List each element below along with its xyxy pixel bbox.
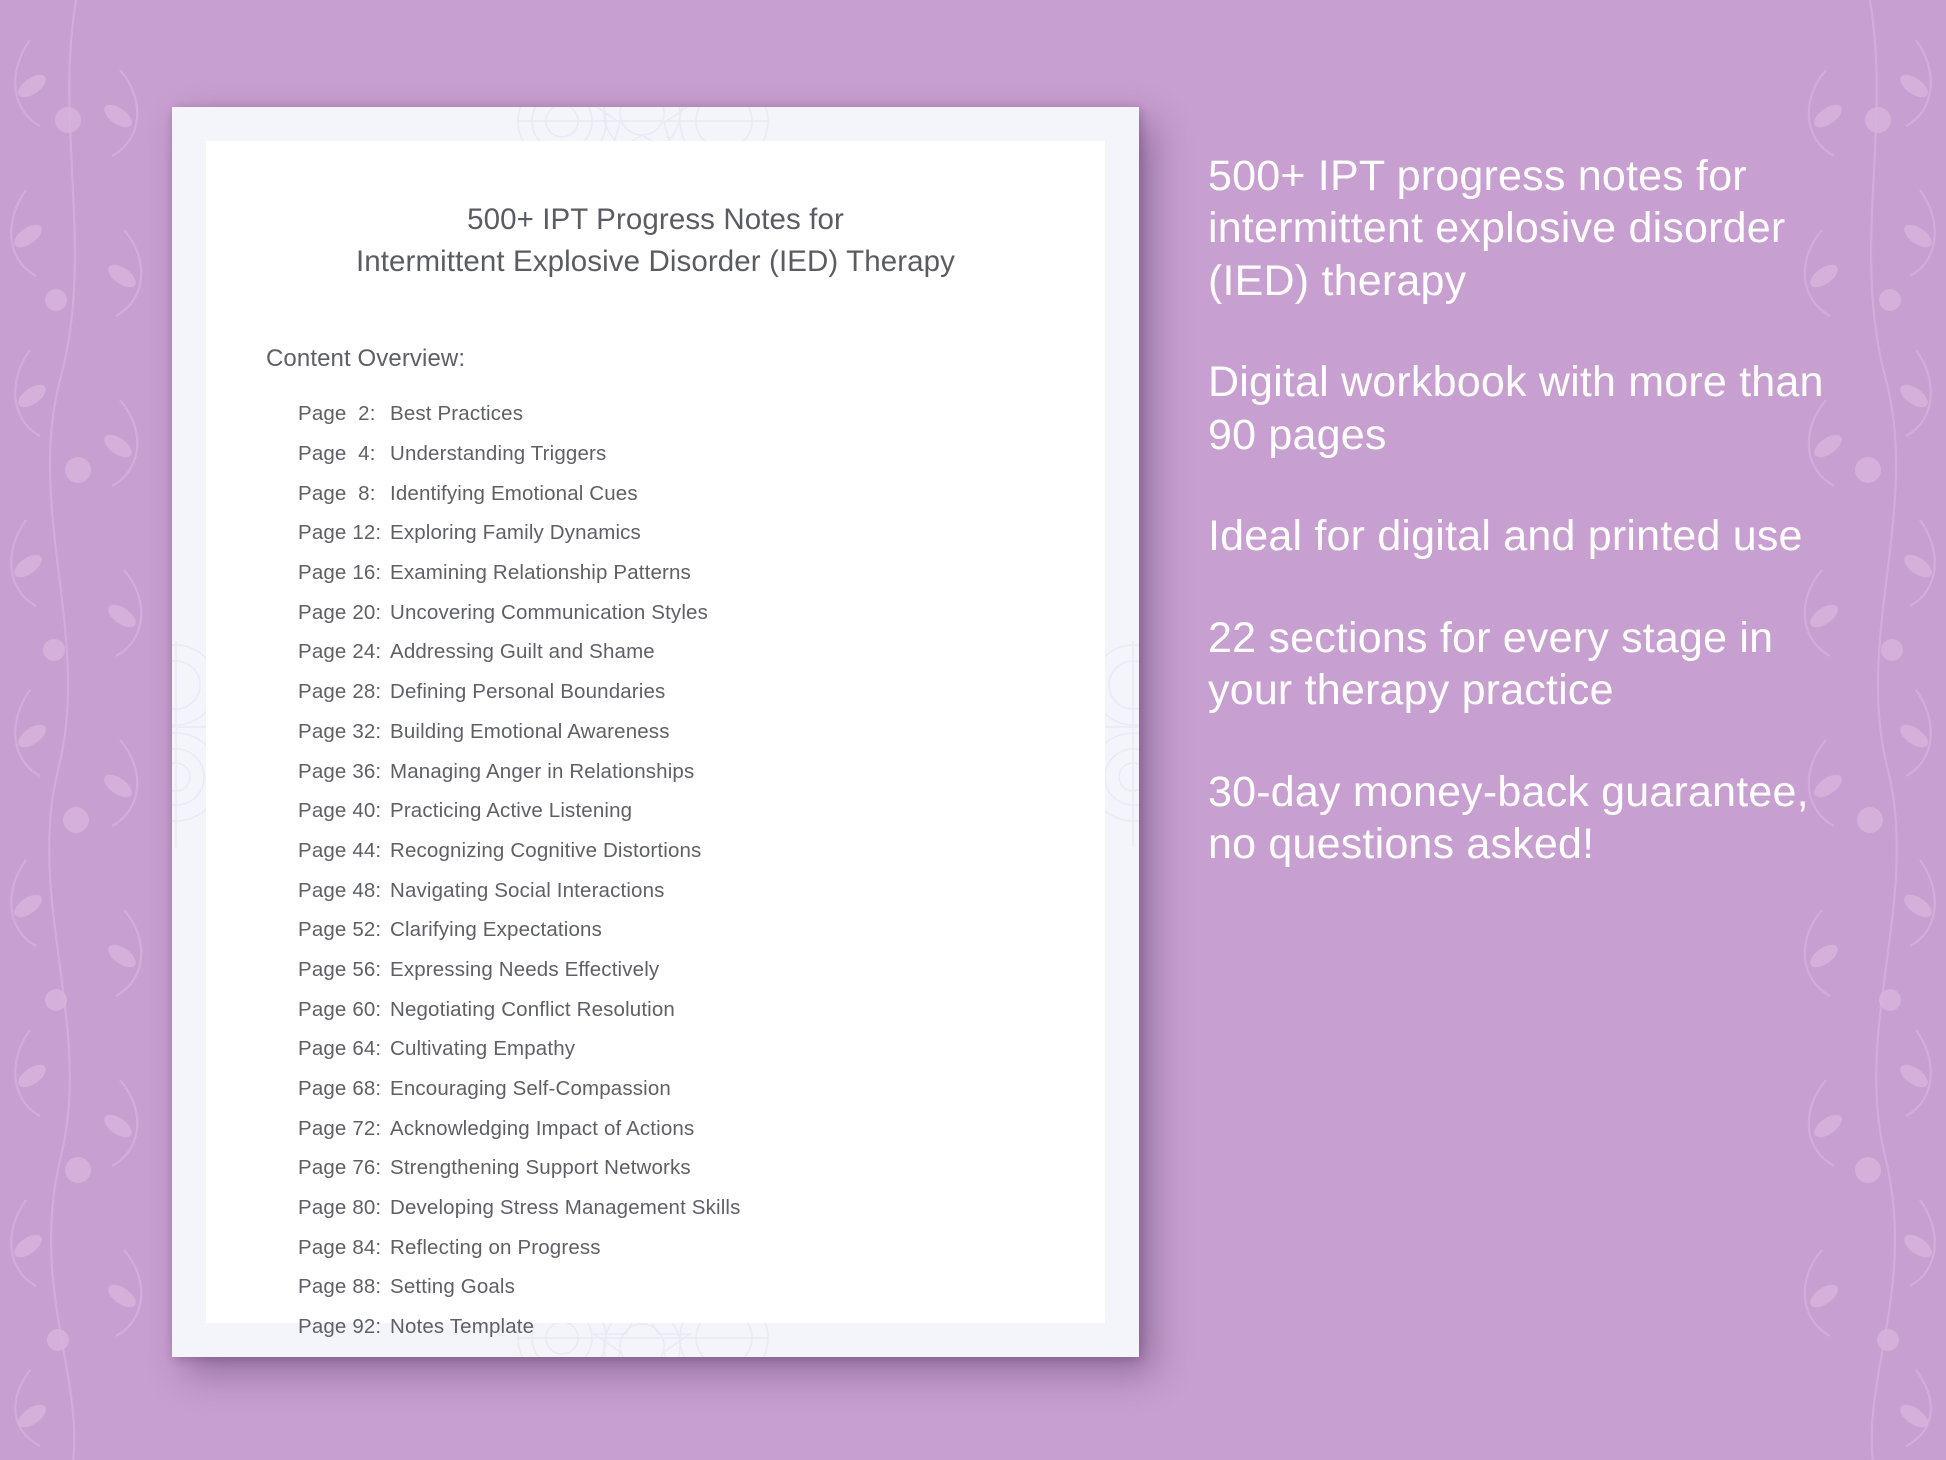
toc-entry [298, 673, 1045, 713]
toc-entry-title: Best Practices [390, 402, 524, 426]
marketing-bullet: 30-day money-back guarantee, no questions asked! [1208, 767, 1809, 869]
toc-entry-title: Cultivating Empathy [390, 1037, 576, 1061]
toc-entry-page: Page 88: [298, 1275, 382, 1299]
document-outer-sheet [172, 107, 1139, 1357]
toc-entry-page: Page 4: [298, 442, 376, 466]
marketing-bullet: Digital workbook with more than 90 pages [1208, 358, 1824, 459]
toc-entry [298, 1268, 1045, 1308]
toc-entry-page: Page 72: [298, 1116, 382, 1140]
document-title-line-2: Intermittent Explosive Disorder (IED) Therapy [355, 244, 956, 278]
toc-entry-title: Acknowledging Impact of Actions [390, 1116, 695, 1140]
toc-entry [298, 514, 1045, 554]
toc-entry-page: Page 76: [298, 1156, 382, 1180]
toc-entry [298, 752, 1045, 792]
toc-entry-page: Page 68: [298, 1077, 382, 1101]
toc-entry [298, 911, 1045, 951]
toc-entry-title: Navigating Social Interactions [390, 878, 665, 902]
toc-entry-title: Clarifying Expectations [390, 918, 602, 942]
toc-entry-title: Strengthening Support Networks [390, 1156, 691, 1180]
toc-entry [298, 831, 1045, 871]
marketing-copy [1208, 150, 1828, 871]
toc-entry-title: Reflecting on Progress [390, 1235, 601, 1259]
toc-entry-page: Page 52: [298, 918, 382, 942]
toc-entry-title: Building Emotional Awareness [390, 719, 670, 743]
floral-border-left-decoration [0, 0, 150, 1460]
toc-entry-title: Recognizing Cognitive Distortions [390, 838, 702, 862]
toc-entry-page: Page 60: [298, 997, 382, 1021]
toc-entry [298, 593, 1045, 633]
toc-entry-page: Page 20: [298, 600, 382, 624]
toc-entry-title: Practicing Active Listening [390, 799, 633, 823]
toc-entry-title: Defining Personal Boundaries [390, 680, 666, 704]
toc-entry [298, 1149, 1045, 1189]
toc-entry-page: Page 28: [298, 680, 382, 704]
toc-entry-page: Page 44: [298, 838, 382, 862]
toc-entry [298, 395, 1045, 435]
toc-entry-page: Page 16: [298, 561, 382, 585]
content-overview-label: Content Overview: [266, 344, 466, 372]
toc-entry-title: Negotiating Conflict Resolution [390, 997, 675, 1021]
toc-entry-title: Addressing Guilt and Shame [390, 640, 655, 664]
toc-entry [298, 792, 1045, 832]
toc-entry [298, 1109, 1045, 1149]
marketing-bullet: Ideal for digital and printed use [1208, 512, 1803, 561]
toc-entry-title: Setting Goals [390, 1275, 516, 1299]
toc-entry-title: Notes Template [390, 1315, 535, 1339]
toc-entry [298, 1189, 1045, 1229]
toc-entry-page: Page 8: [298, 481, 376, 505]
toc-entry-title: Managing Anger in Relationships [390, 759, 695, 783]
toc-entry-page: Page 80: [298, 1196, 382, 1220]
toc-entry [298, 474, 1045, 514]
marketing-bullet: 500+ IPT progress notes for intermittent explosive disorder (IED) therapy [1208, 152, 1786, 305]
toc-entry-page: Page 56: [298, 957, 382, 981]
toc-entry-title: Expressing Needs Effectively [390, 957, 660, 981]
document-title [276, 199, 1036, 283]
toc-entry-title: Encouraging Self-Compassion [390, 1077, 671, 1101]
toc-entry-page: Page 92: [298, 1315, 382, 1339]
toc-entry-page: Page 2: [298, 402, 376, 426]
toc-entry [298, 633, 1045, 673]
table-of-contents [266, 395, 1045, 1348]
document-preview [172, 107, 1139, 1357]
toc-entry [298, 950, 1045, 990]
toc-entry-page: Page 36: [298, 759, 382, 783]
toc-entry-page: Page 40: [298, 799, 382, 823]
toc-entry [298, 990, 1045, 1030]
toc-entry-title: Uncovering Communication Styles [390, 600, 708, 624]
toc-entry-title: Identifying Emotional Cues [390, 481, 638, 505]
marketing-bullet: 22 sections for every stage in your therapy practice [1208, 613, 1774, 715]
toc-entry-page: Page 32: [298, 719, 382, 743]
toc-entry-page: Page 12: [298, 521, 382, 545]
toc-entry [298, 554, 1045, 594]
toc-entry [298, 1308, 1045, 1348]
toc-entry-page: Page 84: [298, 1235, 382, 1259]
toc-entry [298, 1069, 1045, 1109]
document-title-line-1: 500+ IPT Progress Notes for [467, 203, 844, 236]
toc-entry-title: Developing Stress Management Skills [390, 1196, 741, 1220]
toc-entry [298, 1228, 1045, 1268]
toc-entry-title: Exploring Family Dynamics [390, 521, 641, 545]
toc-entry-title: Examining Relationship Patterns [390, 561, 691, 585]
toc-entry [298, 1030, 1045, 1070]
toc-entry [298, 434, 1045, 474]
document-page [206, 141, 1105, 1339]
toc-entry [298, 712, 1045, 752]
toc-entry-page: Page 24: [298, 640, 382, 664]
toc-entry [298, 871, 1045, 911]
toc-entry-page: Page 64: [298, 1037, 382, 1061]
toc-entry-title: Understanding Triggers [390, 442, 607, 466]
toc-entry-page: Page 48: [298, 878, 382, 902]
